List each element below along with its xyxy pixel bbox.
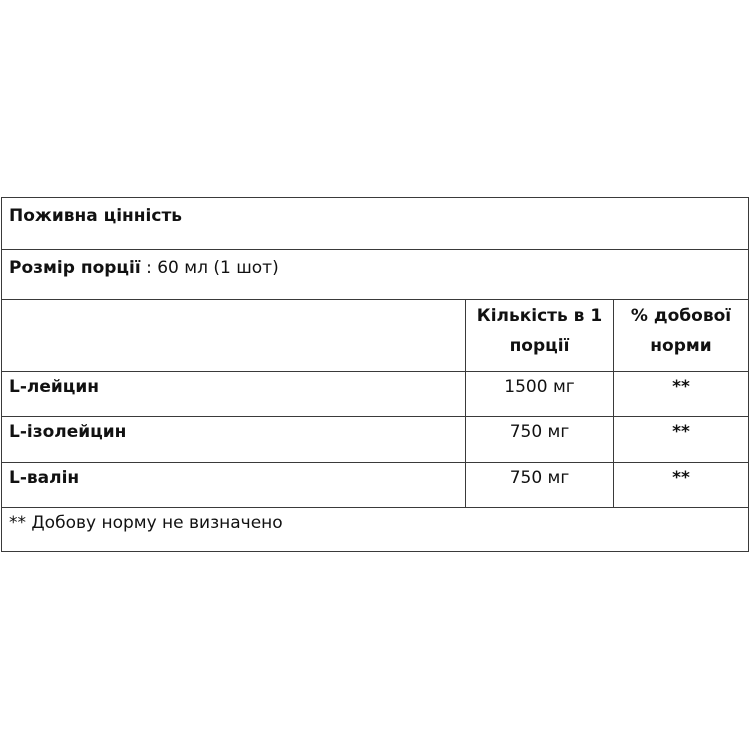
serving-size-value: 60 мл (1 шот) [157, 258, 279, 278]
ingredient-daily-value: ** [613, 463, 748, 507]
ingredient-amount: 750 мг [465, 463, 613, 507]
table-title: Поживна цінність [9, 206, 183, 226]
column-header-row [2, 300, 748, 372]
header-dv-line2: норми [650, 336, 712, 356]
table-row [2, 372, 748, 417]
nutrition-facts-table [1, 197, 749, 552]
serving-size-separator: : [140, 258, 158, 278]
header-dv-line1: % добової [630, 306, 732, 326]
ingredient-amount: 1500 мг [465, 372, 613, 416]
header-amount [465, 300, 613, 371]
footnote-row [2, 508, 748, 551]
serving-size-label: Розмір порції [9, 258, 141, 278]
footnote: ** Добову норму не визначено [9, 513, 283, 533]
serving-size-row [2, 250, 748, 300]
header-name-cell [2, 300, 465, 371]
ingredient-daily-value: ** [613, 372, 748, 416]
ingredient-amount: 750 мг [465, 417, 613, 462]
ingredient-name: L-ізолейцин [9, 422, 127, 442]
title-row [2, 198, 748, 250]
header-amount-line1: Кількість в 1 [476, 306, 603, 326]
table-row [2, 463, 748, 508]
header-daily-value [613, 300, 748, 371]
serving-size [2, 250, 748, 299]
header-amount-line2: порції [509, 336, 570, 356]
ingredient-daily-value: ** [613, 417, 748, 462]
table-row [2, 417, 748, 463]
ingredient-name: L-лейцин [9, 377, 100, 397]
ingredient-name: L-валін [9, 468, 80, 488]
